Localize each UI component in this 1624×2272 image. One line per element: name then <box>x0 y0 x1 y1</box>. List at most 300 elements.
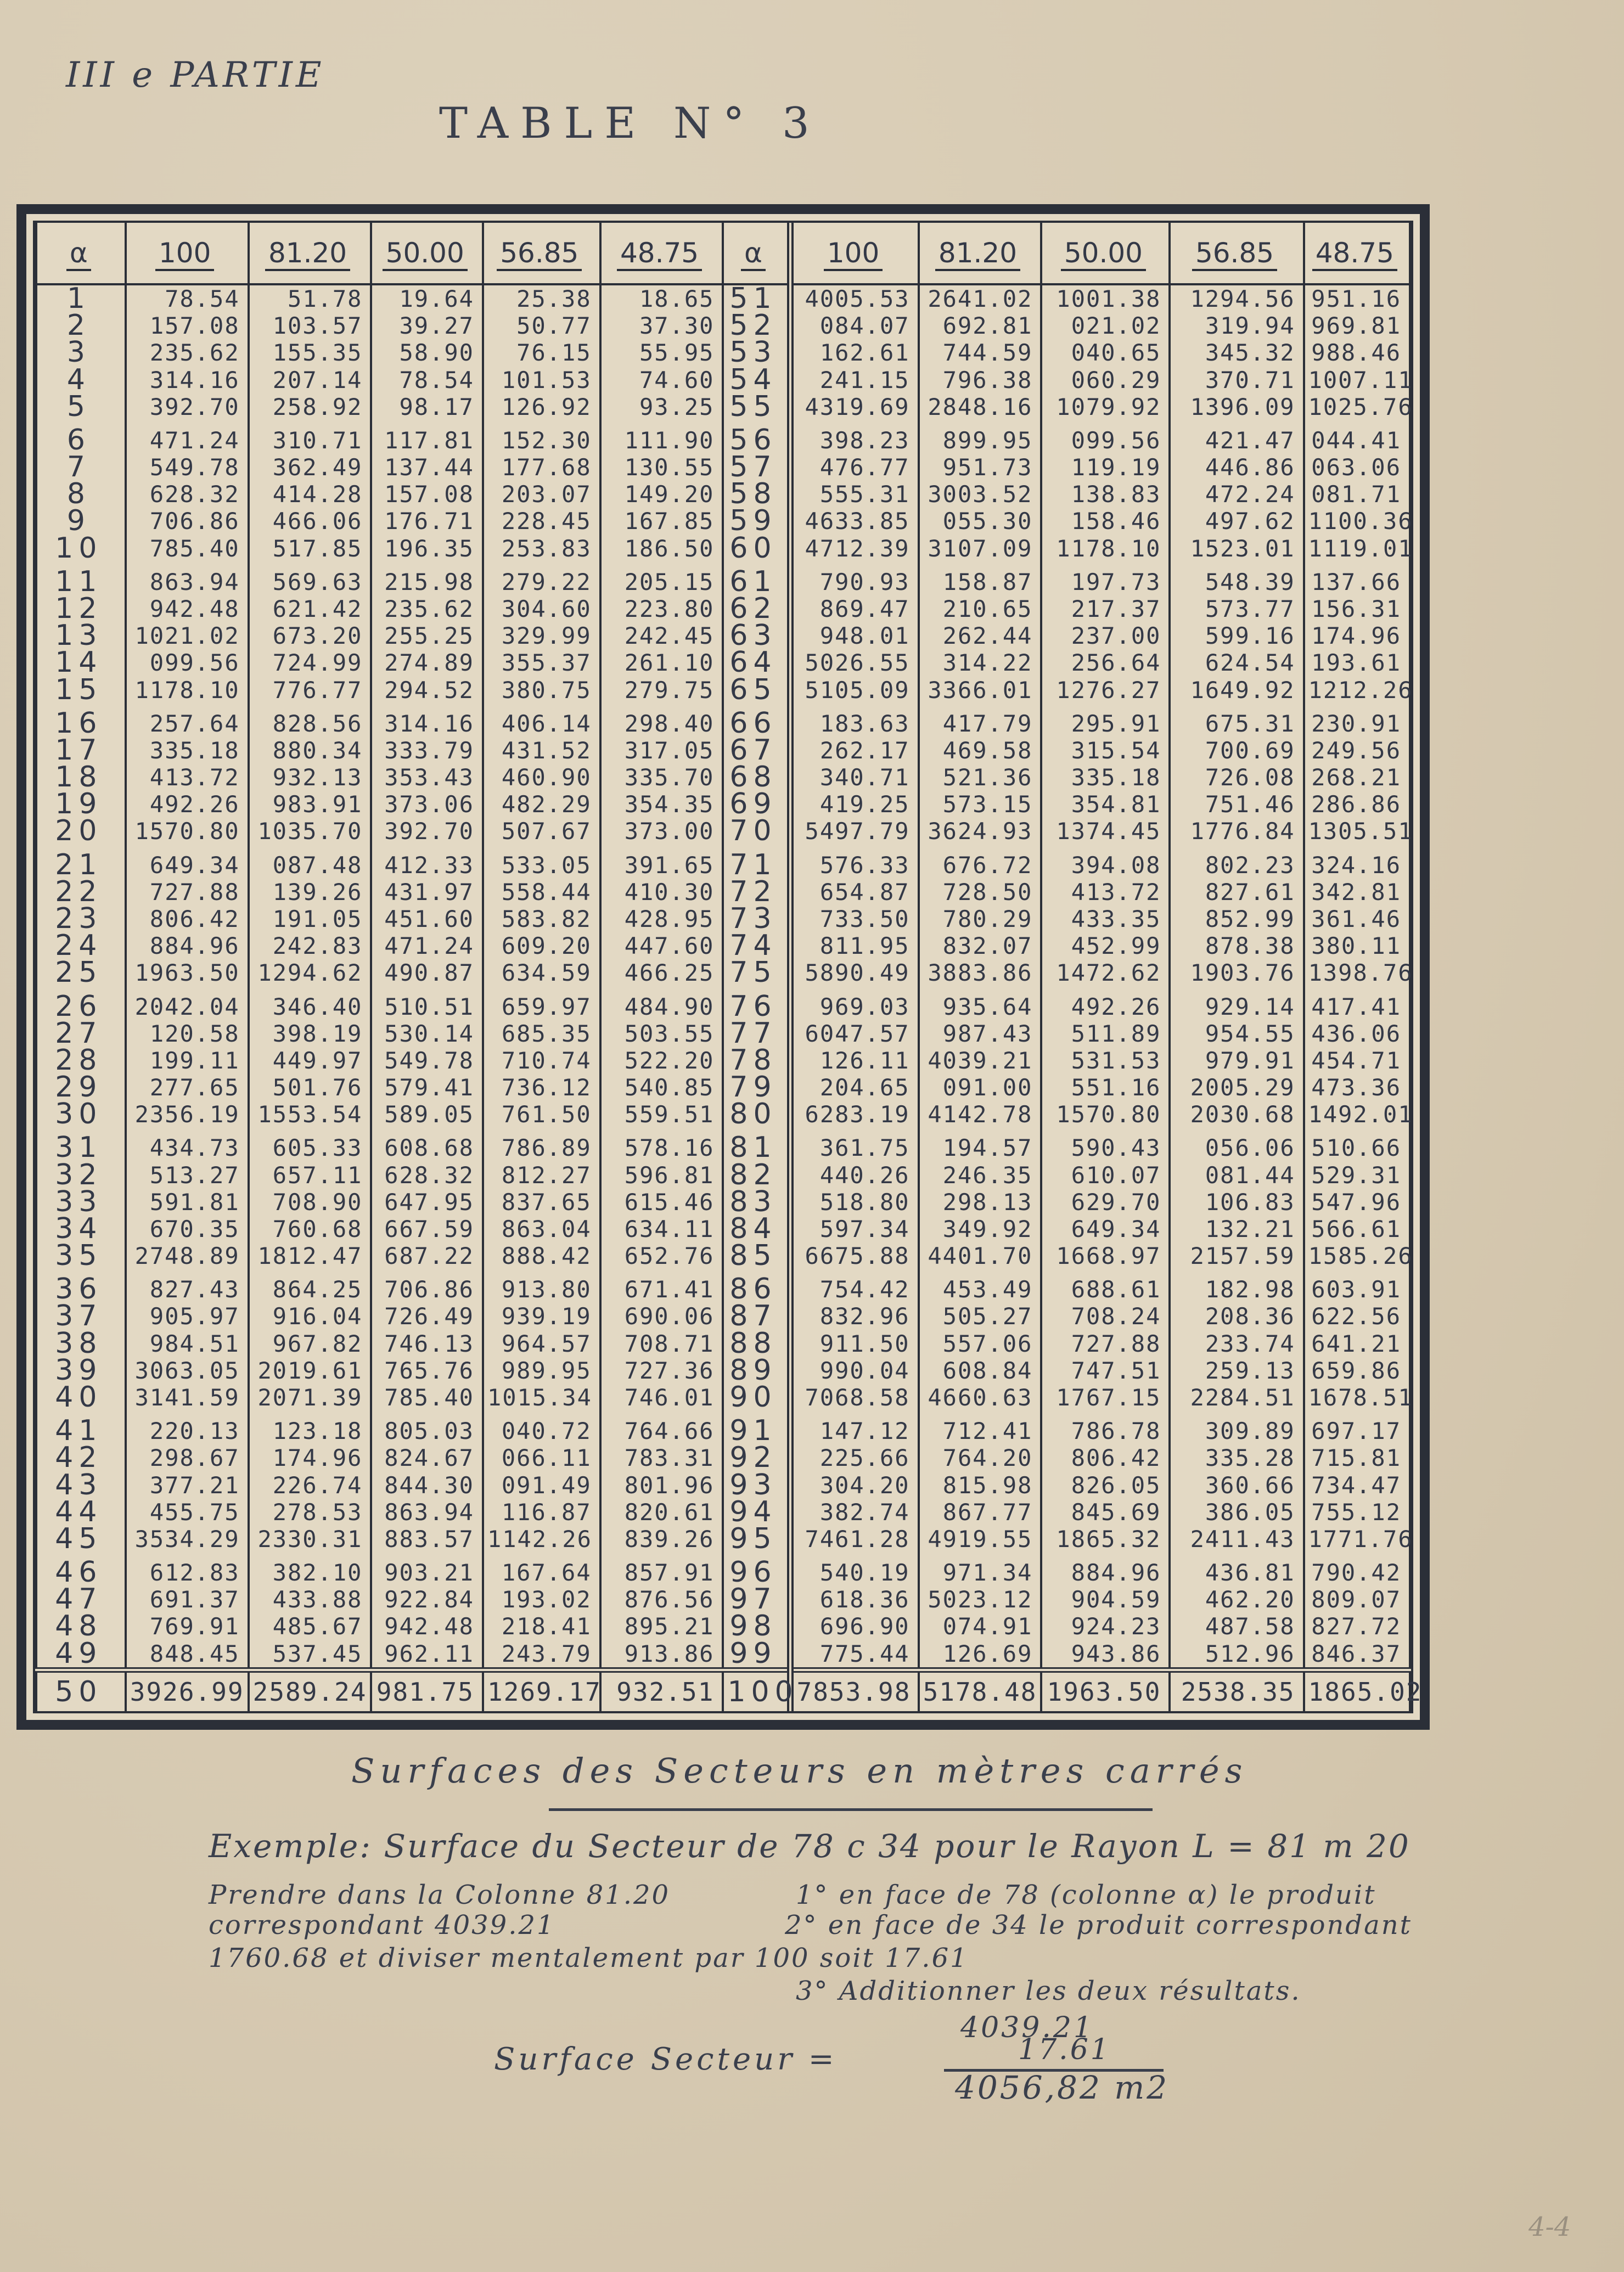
table-cell: 074.91 <box>919 1613 1042 1640</box>
table-cell: 2071.39 <box>249 1384 372 1411</box>
table-cell: 243.79 <box>483 1640 600 1670</box>
table-cell: 981.75 <box>371 1670 482 1711</box>
table-cell: 566.61 <box>1304 1216 1410 1242</box>
table-cell: 317.05 <box>600 737 723 764</box>
table-cell-alpha: 24 <box>36 932 126 959</box>
table-cell: 126.11 <box>790 1047 919 1074</box>
table-cell: 832.07 <box>919 932 1042 959</box>
table-cell: 78.54 <box>126 284 249 312</box>
table-cell-alpha: 59 <box>723 508 790 535</box>
table-cell: 116.87 <box>483 1499 600 1526</box>
table-cell: 215.98 <box>371 562 482 595</box>
table-cell: 431.52 <box>483 737 600 764</box>
table-cell: 6283.19 <box>790 1101 919 1128</box>
table-cell: 687.22 <box>371 1242 482 1269</box>
table-cell: 174.96 <box>249 1444 372 1471</box>
table-cell: 549.78 <box>371 1047 482 1074</box>
table-cell-alpha: 37 <box>36 1303 126 1330</box>
table-cell: 1374.45 <box>1041 818 1170 845</box>
table-cell: 913.80 <box>483 1269 600 1303</box>
table-cell: 929.14 <box>1170 986 1303 1020</box>
table-cell-alpha: 43 <box>36 1471 126 1498</box>
table-cell: 706.86 <box>371 1269 482 1303</box>
table-cell: 815.98 <box>919 1471 1042 1498</box>
table-row <box>36 1471 1410 1498</box>
table-cell: 310.71 <box>249 420 372 454</box>
table-cell-alpha: 83 <box>723 1189 790 1216</box>
table-cell: 576.33 <box>790 845 919 879</box>
table-row <box>36 312 1410 339</box>
table-cell: 1903.76 <box>1170 959 1303 986</box>
table-cell: 790.42 <box>1304 1553 1410 1586</box>
table-cell: 78.54 <box>371 367 482 393</box>
table-cell: 943.86 <box>1041 1640 1170 1670</box>
table-row <box>36 986 1410 1020</box>
table-row <box>36 535 1410 562</box>
table-cell-alpha: 64 <box>723 649 790 676</box>
table-cell: 177.68 <box>483 454 600 481</box>
table-cell-alpha: 75 <box>723 959 790 986</box>
table-cell: 2589.24 <box>249 1670 372 1711</box>
table-cell: 657.11 <box>249 1162 372 1189</box>
table-cell: 608.68 <box>371 1128 482 1161</box>
table-cell: 361.46 <box>1304 906 1410 932</box>
table-cell: 1305.51 <box>1304 818 1410 845</box>
table-cell: 1178.10 <box>126 676 249 703</box>
table-cell: 257.64 <box>126 704 249 737</box>
table-cell: 715.81 <box>1304 1444 1410 1471</box>
table-cell: 417.79 <box>919 704 1042 737</box>
table-cell-alpha: 67 <box>723 737 790 764</box>
table-cell: 433.35 <box>1041 906 1170 932</box>
table-cell: 765.76 <box>371 1357 482 1384</box>
table-cell: 373.00 <box>600 818 723 845</box>
table-cell-alpha: 65 <box>723 676 790 703</box>
table-cell: 533.05 <box>483 845 600 879</box>
table-cell: 1100.36 <box>1304 508 1410 535</box>
table-cell-alpha: 27 <box>36 1020 126 1047</box>
table-row <box>36 1128 1410 1161</box>
table-cell: 156.31 <box>1304 595 1410 622</box>
table-cell: 346.40 <box>249 986 372 1020</box>
table-cell: 262.17 <box>790 737 919 764</box>
table-cell-alpha: 42 <box>36 1444 126 1471</box>
table-cell: 431.97 <box>371 879 482 906</box>
table-cell: 724.99 <box>249 649 372 676</box>
table-cell: 726.49 <box>371 1303 482 1330</box>
table-cell: 692.81 <box>919 312 1042 339</box>
table-row <box>36 595 1410 622</box>
table-cell: 449.97 <box>249 1047 372 1074</box>
table-cell: 2284.51 <box>1170 1384 1303 1411</box>
table-cell: 335.18 <box>126 737 249 764</box>
table-cell: 5105.09 <box>790 676 919 703</box>
sector-surface-table <box>35 223 1423 1711</box>
table-cell: 863.04 <box>483 1216 600 1242</box>
table-cell: 25.38 <box>483 284 600 312</box>
table-cell: 329.99 <box>483 622 600 649</box>
instruction-line: 3° Additionner les deux résultats. <box>796 1976 1301 2006</box>
table-cell: 147.12 <box>790 1411 919 1444</box>
table-row <box>36 1242 1410 1269</box>
table-cell: 609.20 <box>483 932 600 959</box>
table-cell: 220.13 <box>126 1411 249 1444</box>
table-cell: 440.26 <box>790 1162 919 1189</box>
table-cell: 733.50 <box>790 906 919 932</box>
table-cell: 573.15 <box>919 791 1042 818</box>
table-cell: 6675.88 <box>790 1242 919 1269</box>
table-cell: 706.86 <box>126 508 249 535</box>
table-cell: 969.81 <box>1304 312 1410 339</box>
table-cell: 246.35 <box>919 1162 1042 1189</box>
table-cell: 76.15 <box>483 339 600 366</box>
table-cell: 157.08 <box>126 312 249 339</box>
table-cell: 899.95 <box>919 420 1042 454</box>
table-cell: 676.72 <box>919 845 1042 879</box>
instruction-line: Prendre dans la Colonne 81.20 <box>209 1880 671 1910</box>
table-cell: 845.69 <box>1041 1499 1170 1526</box>
table-cell: 5178.48 <box>919 1670 1042 1711</box>
table-cell: 522.20 <box>600 1047 723 1074</box>
table-cell: 939.19 <box>483 1303 600 1330</box>
table-frame <box>16 204 1430 1730</box>
table-cell-alpha: 99 <box>723 1640 790 1670</box>
table-cell-alpha: 89 <box>723 1357 790 1384</box>
table-cell: 394.08 <box>1041 845 1170 879</box>
table-cell: 1812.47 <box>249 1242 372 1269</box>
table-cell: 242.45 <box>600 622 723 649</box>
table-cell: 700.69 <box>1170 737 1303 764</box>
table-cell-alpha: 91 <box>723 1411 790 1444</box>
table-cell-alpha: 98 <box>723 1613 790 1640</box>
table-cell: 286.86 <box>1304 791 1410 818</box>
table-cell: 876.56 <box>600 1586 723 1613</box>
table-cell: 913.86 <box>600 1640 723 1670</box>
table-row <box>36 393 1410 420</box>
column-header: 81.20 <box>919 223 1042 284</box>
table-cell: 667.59 <box>371 1216 482 1242</box>
table-cell: 4919.55 <box>919 1526 1042 1553</box>
table-cell: 37.30 <box>600 312 723 339</box>
table-inner <box>33 221 1423 1713</box>
table-cell-alpha: 69 <box>723 791 790 818</box>
table-cell: 199.11 <box>126 1047 249 1074</box>
column-header-alpha: α <box>723 223 790 284</box>
table-cell: 120.58 <box>126 1020 249 1047</box>
table-cell: 880.34 <box>249 737 372 764</box>
table-cell: 182.98 <box>1170 1269 1303 1303</box>
table-cell: 101.53 <box>483 367 600 393</box>
column-header: 81.20 <box>249 223 372 284</box>
table-cell: 590.43 <box>1041 1128 1170 1161</box>
table-cell: 191.05 <box>249 906 372 932</box>
table-cell-alpha: 95 <box>723 1526 790 1553</box>
table-cell: 193.61 <box>1304 649 1410 676</box>
table-cell: 207.14 <box>249 367 372 393</box>
table-cell: 610.07 <box>1041 1162 1170 1189</box>
table-cell-alpha: 81 <box>723 1128 790 1161</box>
table-cell: 512.96 <box>1170 1640 1303 1670</box>
table-row <box>36 508 1410 535</box>
table-cell: 579.41 <box>371 1074 482 1101</box>
table-cell: 852.99 <box>1170 906 1303 932</box>
column-header-alpha: α <box>36 223 126 284</box>
part-heading: III e PARTIE <box>66 55 325 95</box>
table-cell: 1570.80 <box>1041 1101 1170 1128</box>
table-row <box>36 845 1410 879</box>
table-cell: 55.95 <box>600 339 723 366</box>
table-cell-alpha: 72 <box>723 879 790 906</box>
table-cell: 1585.26 <box>1304 1242 1410 1269</box>
table-cell: 755.12 <box>1304 1499 1410 1526</box>
table-cell: 746.01 <box>600 1384 723 1411</box>
table-cell: 223.80 <box>600 595 723 622</box>
table-cell: 398.19 <box>249 1020 372 1047</box>
table-cell: 392.70 <box>126 393 249 420</box>
table-cell: 806.42 <box>1041 1444 1170 1471</box>
table-cell-alpha: 51 <box>723 284 790 312</box>
table-cell: 5026.55 <box>790 649 919 676</box>
table-cell: 241.15 <box>790 367 919 393</box>
table-cell-alpha: 90 <box>723 1384 790 1411</box>
table-cell: 1398.76 <box>1304 959 1410 986</box>
table-cell-alpha: 53 <box>723 339 790 366</box>
table-cell: 492.26 <box>1041 986 1170 1020</box>
instruction-line: correspondant 4039.21 <box>209 1910 555 1941</box>
table-cell: 796.38 <box>919 367 1042 393</box>
table-cell: 624.54 <box>1170 649 1303 676</box>
table-cell: 335.28 <box>1170 1444 1303 1471</box>
table-cell: 3141.59 <box>126 1384 249 1411</box>
table-cell: 063.06 <box>1304 454 1410 481</box>
table-cell: 783.31 <box>600 1444 723 1471</box>
table-cell: 1007.11 <box>1304 367 1410 393</box>
table-cell-alpha: 21 <box>36 845 126 879</box>
table-cell-alpha: 62 <box>723 595 790 622</box>
table-cell-alpha: 93 <box>723 1471 790 1498</box>
table-cell: 649.34 <box>126 845 249 879</box>
table-cell: 634.11 <box>600 1216 723 1242</box>
table-cell: 4712.39 <box>790 535 919 562</box>
table-cell: 3534.29 <box>126 1526 249 1553</box>
sum-label: Surface Secteur = <box>494 2042 838 2077</box>
table-cell: 446.86 <box>1170 454 1303 481</box>
table-cell-alpha: 50 <box>36 1670 126 1711</box>
table-cell: 298.40 <box>600 704 723 737</box>
table-cell-alpha: 80 <box>723 1101 790 1128</box>
table-cell: 333.79 <box>371 737 482 764</box>
table-row <box>36 1216 1410 1242</box>
table-cell: 3063.05 <box>126 1357 249 1384</box>
table-row <box>36 737 1410 764</box>
table-cell: 485.67 <box>249 1613 372 1640</box>
table-cell: 021.02 <box>1041 312 1170 339</box>
table-cell: 641.21 <box>1304 1330 1410 1357</box>
table-row <box>36 1020 1410 1047</box>
column-header: 56.85 <box>1170 223 1303 284</box>
table-cell: 540.85 <box>600 1074 723 1101</box>
table-cell: 5023.12 <box>919 1586 1042 1613</box>
table-cell: 197.73 <box>1041 562 1170 595</box>
table-cell: 764.66 <box>600 1411 723 1444</box>
column-header: 50.00 <box>1041 223 1170 284</box>
table-cell: 688.61 <box>1041 1269 1170 1303</box>
table-cell: 827.72 <box>1304 1613 1410 1640</box>
table-row <box>36 339 1410 366</box>
table-cell: 132.21 <box>1170 1216 1303 1242</box>
table-cell-alpha: 52 <box>723 312 790 339</box>
table-cell: 555.31 <box>790 481 919 508</box>
table-row <box>36 764 1410 791</box>
table-cell: 453.49 <box>919 1269 1042 1303</box>
table-cell: 1668.97 <box>1041 1242 1170 1269</box>
table-cell: 139.26 <box>249 879 372 906</box>
table-cell: 203.07 <box>483 481 600 508</box>
table-cell-alpha: 9 <box>36 508 126 535</box>
table-cell-alpha: 31 <box>36 1128 126 1161</box>
table-cell: 2748.89 <box>126 1242 249 1269</box>
table-cell: 942.48 <box>371 1613 482 1640</box>
table-cell: 559.51 <box>600 1101 723 1128</box>
table-cell: 196.35 <box>371 535 482 562</box>
table-cell: 476.77 <box>790 454 919 481</box>
table-cell: 990.04 <box>790 1357 919 1384</box>
table-row <box>36 454 1410 481</box>
table-cell-alpha: 7 <box>36 454 126 481</box>
table-cell: 155.35 <box>249 339 372 366</box>
table-cell: 152.30 <box>483 420 600 454</box>
table-cell: 603.91 <box>1304 1269 1410 1303</box>
table-cell: 406.14 <box>483 704 600 737</box>
table-cell: 1865.32 <box>1041 1526 1170 1553</box>
table-cell: 294.52 <box>371 676 482 703</box>
table-cell: 979.91 <box>1170 1047 1303 1074</box>
table-row <box>36 879 1410 906</box>
table-cell-alpha: 11 <box>36 562 126 595</box>
table-cell: 1963.50 <box>1041 1670 1170 1711</box>
table-cell: 530.14 <box>371 1020 482 1047</box>
sum-addend: 17.61 <box>1018 2033 1111 2066</box>
table-row <box>36 704 1410 737</box>
table-cell: 056.06 <box>1170 1128 1303 1161</box>
table-cell: 099.56 <box>126 649 249 676</box>
table-row <box>36 1444 1410 1471</box>
table-cell: 345.32 <box>1170 339 1303 366</box>
table-cell: 217.37 <box>1041 595 1170 622</box>
table-cell: 531.53 <box>1041 1047 1170 1074</box>
table-cell-alpha: 13 <box>36 622 126 649</box>
table-cell: 099.56 <box>1041 420 1170 454</box>
table-cell-alpha: 14 <box>36 649 126 676</box>
table-cell: 884.96 <box>126 932 249 959</box>
table-cell: 1776.84 <box>1170 818 1303 845</box>
table-cell: 591.81 <box>126 1189 249 1216</box>
table-cell-alpha: 23 <box>36 906 126 932</box>
table-row <box>36 1074 1410 1101</box>
table-cell: 1178.10 <box>1041 535 1170 562</box>
table-cell: 654.87 <box>790 879 919 906</box>
table-cell-alpha: 8 <box>36 481 126 508</box>
table-cell-alpha: 40 <box>36 1384 126 1411</box>
table-cell: 342.81 <box>1304 879 1410 906</box>
table-cell: 471.24 <box>126 420 249 454</box>
table-cell: 605.33 <box>249 1128 372 1161</box>
table-row <box>36 1269 1410 1303</box>
table-cell: 447.60 <box>600 932 723 959</box>
table-cell: 230.91 <box>1304 704 1410 737</box>
sum-result: 4056,82 m2 <box>955 2069 1170 2106</box>
table-cell: 354.81 <box>1041 791 1170 818</box>
table-cell: 948.01 <box>790 622 919 649</box>
table-cell: 1865.02 <box>1304 1670 1410 1711</box>
table-cell: 3366.01 <box>919 676 1042 703</box>
table-cell: 218.41 <box>483 1613 600 1640</box>
table-cell: 204.65 <box>790 1074 919 1101</box>
table-cell: 888.42 <box>483 1242 600 1269</box>
table-cell: 091.49 <box>483 1471 600 1498</box>
table-cell: 117.81 <box>371 420 482 454</box>
table-cell-alpha: 74 <box>723 932 790 959</box>
table-cell: 1276.27 <box>1041 676 1170 703</box>
table-cell: 392.70 <box>371 818 482 845</box>
table-cell-alpha: 28 <box>36 1047 126 1074</box>
table-cell: 167.64 <box>483 1553 600 1586</box>
instruction-line: 2° en face de 34 le produit correspondant <box>785 1910 1412 1941</box>
table-cell-alpha: 22 <box>36 879 126 906</box>
table-cell: 857.91 <box>600 1553 723 1586</box>
table-cell: 513.27 <box>126 1162 249 1189</box>
table-cell: 324.16 <box>1304 845 1410 879</box>
table-cell: 18.65 <box>600 284 723 312</box>
table-cell: 951.73 <box>919 454 1042 481</box>
table-cell: 298.13 <box>919 1189 1042 1216</box>
table-cell: 484.90 <box>600 986 723 1020</box>
table-cell: 174.96 <box>1304 622 1410 649</box>
table-row <box>36 1384 1410 1411</box>
table-cell: 754.42 <box>790 1269 919 1303</box>
table-cell: 924.23 <box>1041 1613 1170 1640</box>
table-cell: 659.97 <box>483 986 600 1020</box>
table-cell: 262.44 <box>919 622 1042 649</box>
table-cell: 410.30 <box>600 879 723 906</box>
table-cell: 2019.61 <box>249 1357 372 1384</box>
table-cell: 503.55 <box>600 1020 723 1047</box>
table-cell: 4660.63 <box>919 1384 1042 1411</box>
table-cell: 501.76 <box>249 1074 372 1101</box>
table-cell: 225.66 <box>790 1444 919 1471</box>
table-row <box>36 676 1410 703</box>
table-cell: 634.59 <box>483 959 600 986</box>
table-cell: 126.69 <box>919 1640 1042 1670</box>
table-cell: 537.45 <box>249 1640 372 1670</box>
table-cell: 081.44 <box>1170 1162 1303 1189</box>
table-cell: 790.93 <box>790 562 919 595</box>
table-cell: 186.50 <box>600 535 723 562</box>
table-cell: 696.90 <box>790 1613 919 1640</box>
table-cell-alpha: 12 <box>36 595 126 622</box>
table-cell: 518.80 <box>790 1189 919 1216</box>
table-cell-alpha: 87 <box>723 1303 790 1330</box>
table-row <box>36 791 1410 818</box>
table-cell: 844.30 <box>371 1471 482 1498</box>
table-cell: 802.23 <box>1170 845 1303 879</box>
table-cell: 149.20 <box>600 481 723 508</box>
table-cell: 736.12 <box>483 1074 600 1101</box>
table-total-row <box>36 1670 1410 1711</box>
table-cell: 460.90 <box>483 764 600 791</box>
table-cell-alpha: 79 <box>723 1074 790 1101</box>
table-cell: 507.67 <box>483 818 600 845</box>
